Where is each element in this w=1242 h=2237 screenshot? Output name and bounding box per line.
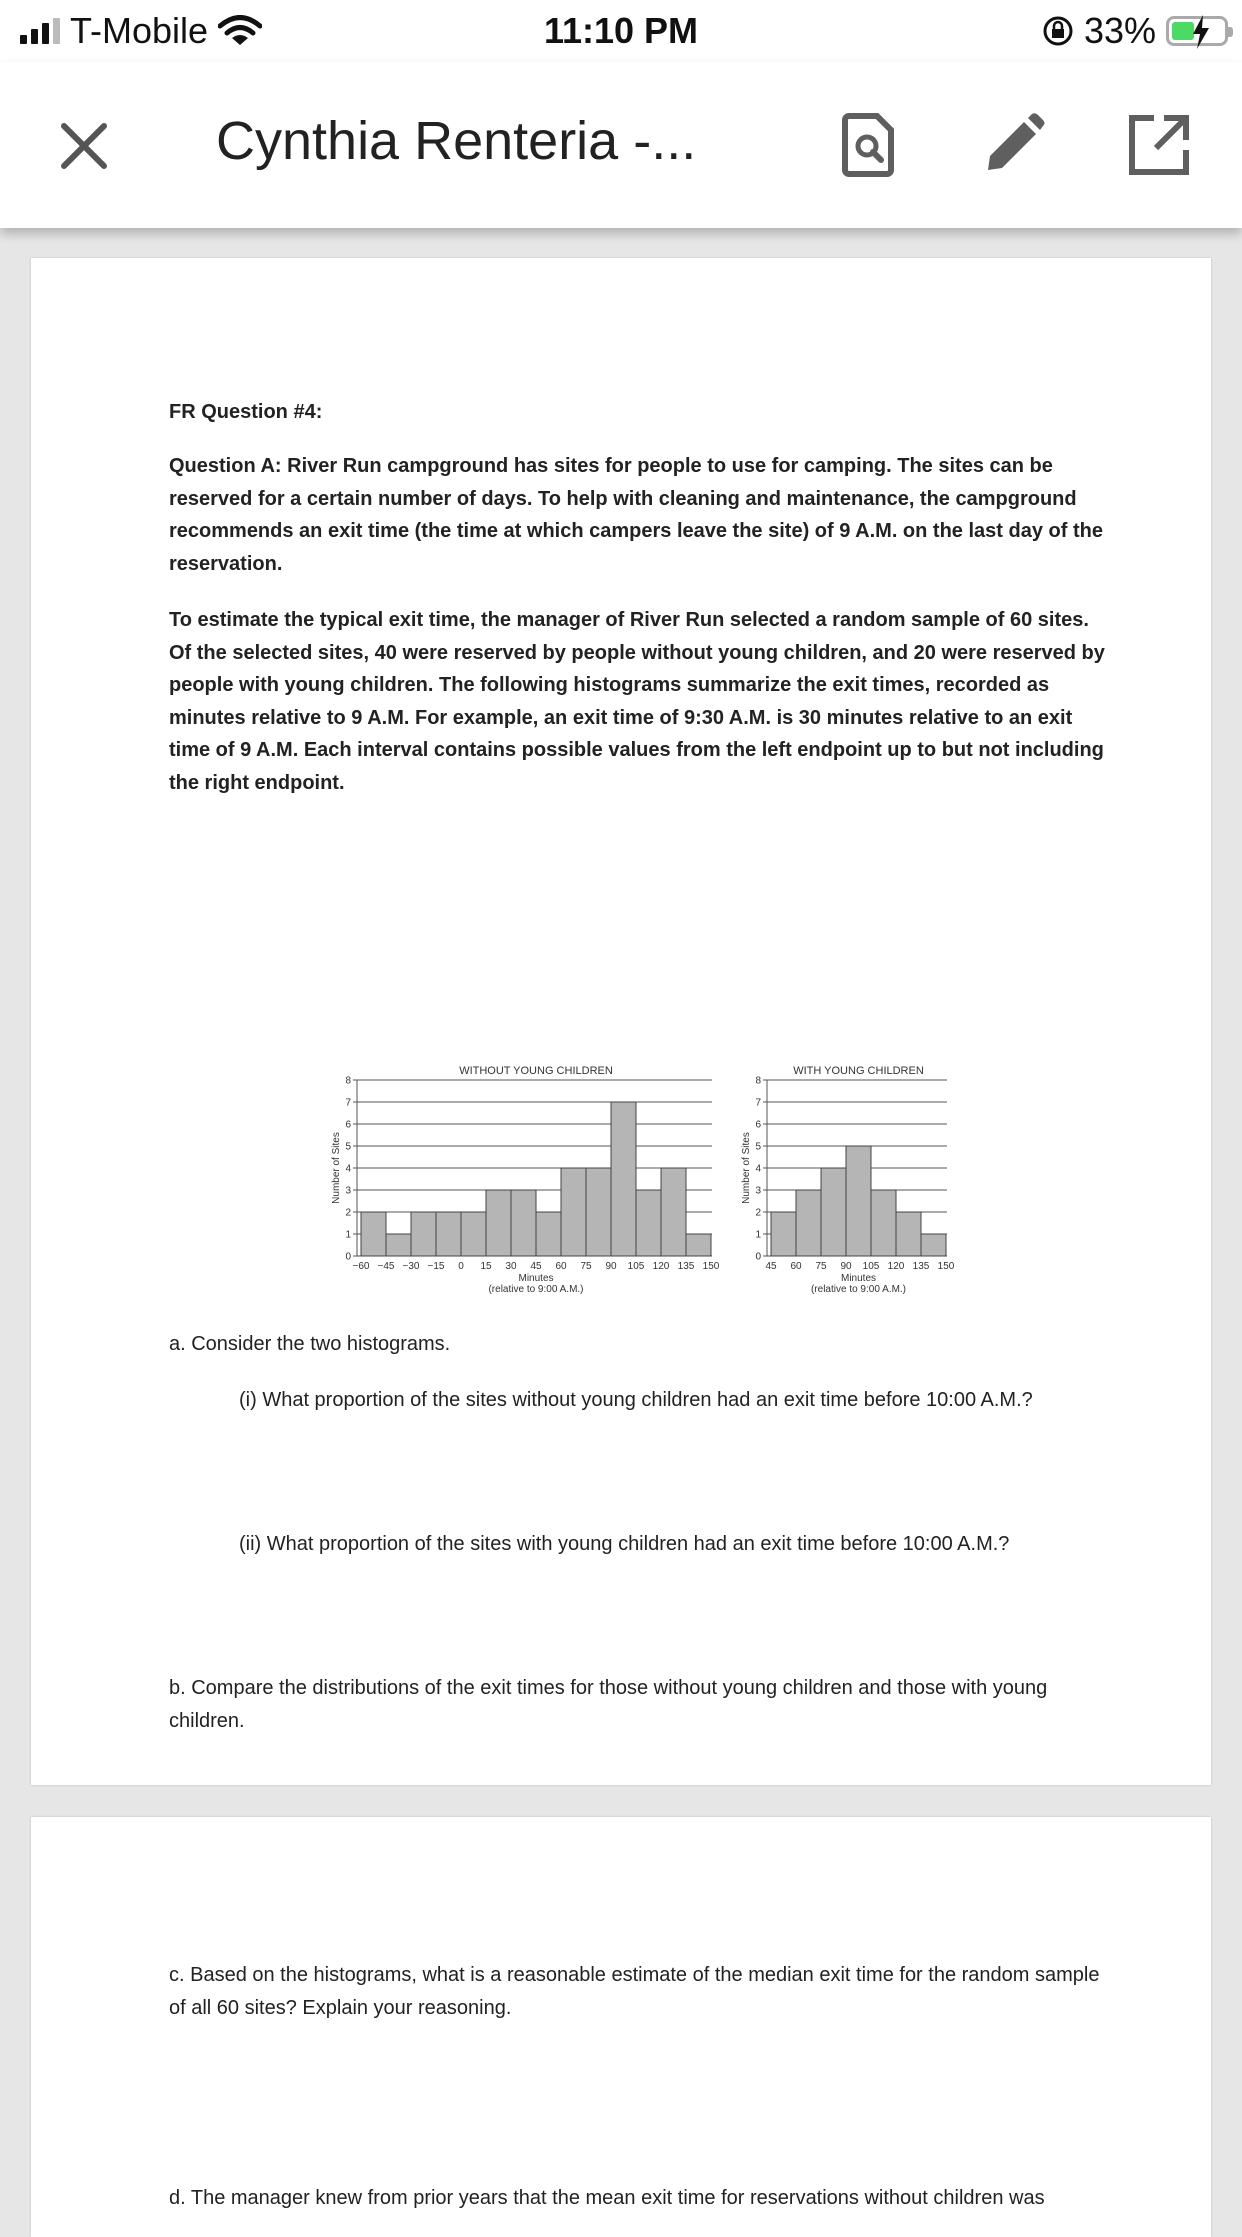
without-children-x-tick-label: 90	[605, 1261, 617, 1272]
without-children-x-axis-label: Minutes	[518, 1273, 554, 1284]
document-page-2	[31, 1817, 1211, 2237]
with-children-y-tick-label: 2	[755, 1207, 761, 1219]
without-children-bar	[436, 1212, 461, 1256]
edit-icon[interactable]	[980, 112, 1046, 178]
status-right	[1042, 8, 1228, 54]
with-children-x-tick-label: 60	[790, 1261, 802, 1272]
with-children-bar	[846, 1146, 871, 1256]
without-children-bar	[686, 1234, 711, 1256]
open-external-icon[interactable]	[1126, 112, 1192, 178]
with-children-y-tick-label: 7	[755, 1097, 761, 1109]
carrier-label: T-Mobile	[70, 10, 209, 51]
without-children-bar	[411, 1212, 436, 1256]
without-children-x-tick-label: 60	[555, 1261, 567, 1272]
part-b-text: b. Compare the distributions of the exit times for those without young children and those with young children.	[169, 1677, 1048, 1732]
with-children-x-tick-label: 90	[840, 1261, 852, 1272]
status-time: 11:10 PM	[543, 10, 699, 51]
part-c-block	[169, 1959, 1109, 2024]
with-children-y-tick-label: 0	[755, 1251, 761, 1263]
document-title: Cynthia Renteria -...	[216, 111, 697, 171]
with-children-y-tick-label: 1	[755, 1229, 761, 1241]
question-a-paragraph-2: To estimate the typical exit time, the manager of River Run selected a random sample of 60 sites. Of the selected sites, 40 were reserved by people without young children, and 20 were reserved by people with young children. The following histograms summarize the exit times, recorded as minutes relative to 9 A.M. For example, an exit time of 9:30 A.M. is 30 minutes relative to an exit time of 9 A.M. Each interval contains possible values from the left endpoint up to but not including the right endpoint.	[169, 609, 1105, 794]
without-children-y-tick-label: 0	[345, 1251, 351, 1263]
without-children-y-tick-label: 6	[345, 1119, 351, 1131]
without-children-x-tick-label: 105	[627, 1261, 645, 1272]
without-children-x-axis-sublabel: (relative to 9:00 A.M.)	[488, 1284, 584, 1295]
part-a-block	[169, 1328, 1109, 1361]
battery-icon	[1166, 16, 1228, 46]
with-children-y-tick-label: 5	[755, 1141, 761, 1153]
with-children-x-tick-label: 105	[862, 1261, 880, 1272]
without-children-x-tick-label: 0	[458, 1261, 464, 1272]
without-children-x-tick-label: −60	[352, 1261, 370, 1272]
part-a-i-block	[169, 1384, 1179, 1417]
without-children-x-tick-label: 30	[505, 1261, 517, 1272]
with-children-y-tick-label: 4	[755, 1163, 761, 1175]
status-bar	[0, 0, 1242, 62]
part-a-text: a. Consider the two histograms.	[169, 1333, 451, 1355]
question-heading: FR Question #4:	[169, 401, 323, 423]
with-children-bar	[771, 1212, 796, 1256]
without-children-bar	[511, 1190, 536, 1256]
without-children-y-axis-label: Number of Sites	[331, 1132, 342, 1204]
with-children-x-axis-sublabel: (relative to 9:00 A.M.)	[810, 1284, 907, 1295]
question-a-paragraph-2-block	[169, 604, 1109, 799]
with-children-y-tick-label: 3	[755, 1185, 761, 1197]
histograms-figure	[331, 1066, 971, 1311]
with-children-chart-title: WITH YOUNG CHILDREN	[793, 1066, 924, 1077]
rotation-lock-icon	[1042, 15, 1074, 47]
without-children-y-tick-label: 4	[345, 1163, 351, 1175]
with-children-bar	[871, 1190, 896, 1256]
without-children-bar	[361, 1212, 386, 1256]
with-children-x-tick-label: 45	[765, 1261, 777, 1272]
part-a-i-text: (i) What proportion of the sites without young children had an exit time before 10:00 A.M.?	[239, 1389, 1033, 1411]
without-children-x-tick-label: −45	[377, 1261, 395, 1272]
part-b-block	[169, 1672, 1109, 1737]
without-children-y-tick-label: 2	[345, 1207, 351, 1219]
without-children-chart-title: WITHOUT YOUNG CHILDREN	[459, 1066, 613, 1077]
with-children-bar	[896, 1212, 921, 1256]
with-children-x-tick-label: 135	[912, 1261, 930, 1272]
without-children-bar	[661, 1168, 686, 1256]
without-children-bar	[611, 1102, 636, 1256]
without-children-x-tick-label: 135	[677, 1261, 695, 1272]
without-children-bar	[586, 1168, 611, 1256]
with-children-x-tick-label: 150	[937, 1261, 955, 1272]
close-icon[interactable]	[52, 114, 116, 178]
part-d-text: d. The manager knew from prior years that the mean exit time for reservations without children was	[169, 2187, 1045, 2209]
with-children-y-tick-label: 6	[755, 1119, 761, 1131]
question-a-paragraph-1: Question A: River Run campground has sites for people to use for camping. The sites can be reserved for a certain number of days. To help with cleaning and maintenance, the campground recommends an exit time (the time at which campers leave the site) of 9 A.M. on the last day of the reservation.	[169, 455, 1103, 575]
battery-percent: 33%	[1083, 10, 1156, 51]
part-d-block	[169, 2182, 1109, 2215]
without-children-x-tick-label: 75	[580, 1261, 592, 1272]
without-children-y-tick-label: 5	[345, 1141, 351, 1153]
without-children-bar	[461, 1212, 486, 1256]
without-children-y-tick-label: 7	[345, 1097, 351, 1109]
without-children-x-tick-label: 15	[480, 1261, 492, 1272]
without-children-x-tick-label: −15	[427, 1261, 445, 1272]
without-children-bar	[536, 1212, 561, 1256]
part-a-ii-block	[169, 1528, 1179, 1561]
without-children-bar	[386, 1234, 411, 1256]
without-children-bar	[561, 1168, 586, 1256]
without-children-x-tick-label: −30	[402, 1261, 420, 1272]
document-page-1	[31, 258, 1211, 1785]
without-children-x-tick-label: 120	[652, 1261, 670, 1272]
with-children-y-axis-label: Number of Sites	[741, 1132, 752, 1204]
with-children-x-tick-label: 120	[887, 1261, 905, 1272]
part-c-text: c. Based on the histograms, what is a reasonable estimate of the median exit time for the random sample of all 60 sites? Explain your reasoning.	[169, 1964, 1100, 2019]
part-a-ii-text: (ii) What proportion of the sites with young children had an exit time before 10:00 A.M.?	[239, 1533, 1010, 1555]
with-children-y-tick-label: 8	[755, 1075, 761, 1087]
heading-block	[169, 396, 1109, 429]
with-children-bar	[921, 1234, 946, 1256]
find-in-page-icon[interactable]	[836, 112, 902, 178]
without-children-bar	[486, 1190, 511, 1256]
with-children-bar	[821, 1168, 846, 1256]
with-children-x-axis-label: Minutes	[840, 1273, 877, 1284]
without-children-y-tick-label: 1	[345, 1229, 351, 1241]
without-children-x-tick-label: 45	[530, 1261, 542, 1272]
without-children-x-tick-label: 150	[702, 1261, 720, 1272]
without-children-y-tick-label: 3	[345, 1185, 351, 1197]
without-children-bar	[636, 1190, 661, 1256]
app-bar	[0, 62, 1242, 228]
question-a-paragraph-1-block	[169, 450, 1109, 580]
without-children-y-tick-label: 8	[345, 1075, 351, 1087]
with-children-bar	[796, 1190, 821, 1256]
with-children-x-tick-label: 75	[815, 1261, 827, 1272]
